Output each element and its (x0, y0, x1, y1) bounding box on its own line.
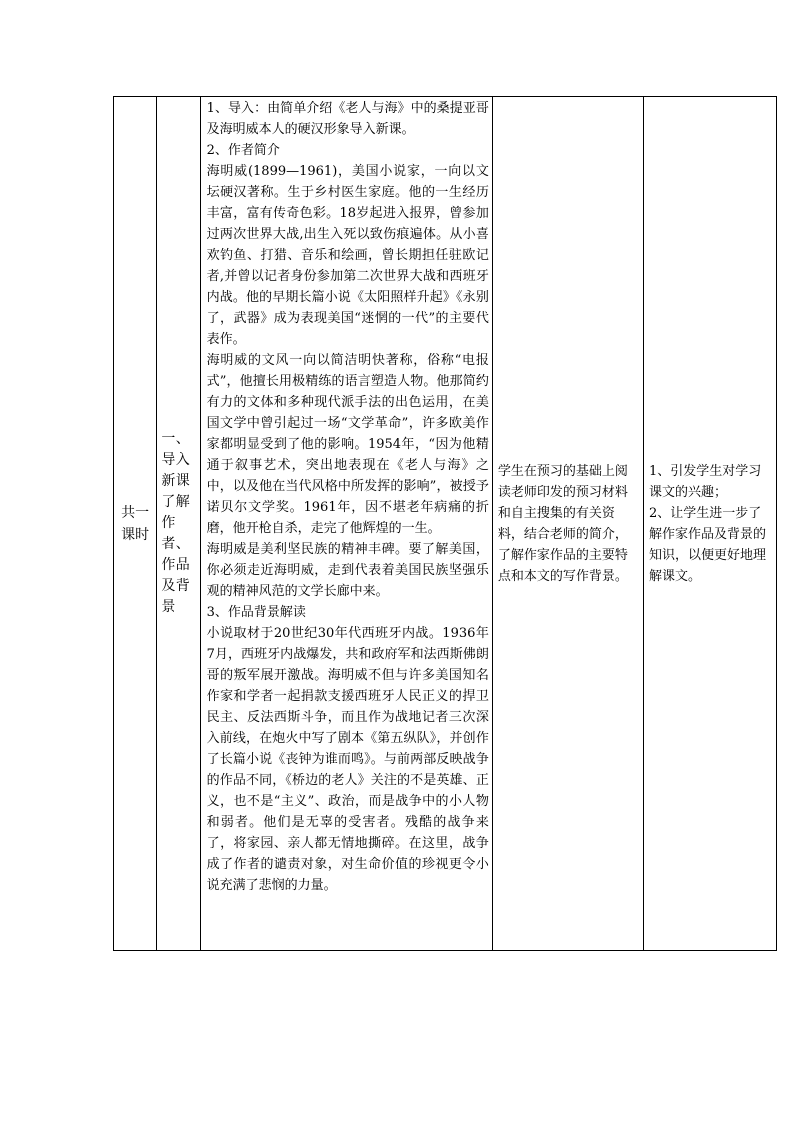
student-activity: 学生在预习的基础上阅读老师印发的预习材料和自主搜集的有关资料，结合老师的简介，了解作家作品的主要特点和本文的写作背景。 (497, 463, 628, 584)
teaching-content-cell (200, 97, 492, 951)
period-label: 共一课时 (121, 504, 150, 543)
content-heading-author: 2、作者简介 (206, 143, 280, 158)
step-cell (157, 97, 200, 951)
step-label: 一、导入新课了解作者、作品及背景 (161, 431, 191, 615)
content-paragraph-background: 小说取材于20世纪30年代西班牙内战。1936年7月，西班牙内战爆发，共和政府军和法西斯佛朗哥的叛军展开激战。海明威不但与许多美国知名作家和学者一起捐款支援西班牙人民正义的捍卫民主、反法西斯斗争，而且作为战地记者三次深入前线，在炮火中写了剧本《第五纵队》，并创作了长篇小说《丧钟为谁而鸣》。与前两部反映战争的作品不同，《桥边的老人》关注的不是英雄、正义，也不是“主义”、政治，而是战争中的小人物和弱者。他们是无辜的受害者。残酷的战争来了，将家园、亲人都无情地撕碎。在这里，战争成了作者的谴责对象，对生命价值的珍视更令小说充满了悲悯的力量。 (206, 626, 489, 893)
design-intent (644, 461, 776, 587)
content-heading-background: 3、作品背景解读 (206, 605, 306, 620)
period-cell (114, 97, 157, 951)
teaching-content (201, 97, 492, 896)
design-intent-item: 2、让学生进一步了解作家作品及背景的知识，以便更好地理解课文。 (648, 505, 766, 584)
lesson-plan-table (113, 96, 777, 951)
content-paragraph-author-bio: 海明威(1899—1961)，美国小说家，一向以文坛硬汉著称。生于乡村医生家庭。他的一生经历丰富，富有传奇色彩。18岁起进入报界，曾参加过两次世界大战,出生入死以致伤痕遍体。从小喜欢钓鱼、打猎、音乐和绘画，曾长期担任驻欧记者,并曾以记者身份参加第二次世界大战和西班牙内战。他的早期长篇小说《太阳照样升起》《永别了，武器》成为表现美国“迷惘的一代”的主要代表作。 (206, 164, 489, 347)
table-row (114, 97, 777, 951)
content-paragraph-intro: 1、导入：由简单介绍《老人与海》中的桑提亚哥及海明威本人的硬汉形象导入新课。 (206, 101, 489, 137)
design-intent-cell (643, 97, 776, 951)
design-intent-item: 1、引发学生对学习课文的兴趣； (648, 463, 762, 500)
content-paragraph-author-legacy: 海明威是美利坚民族的精神丰碑。要了解美国，你必须走近海明威，走到代表着美国民族坚强乐观的精神风范的文学长廊中来。 (206, 542, 489, 599)
content-paragraph-author-style: 海明威的文风一向以简洁明快著称，俗称“电报式”，他擅长用极精练的语言塑造人物。他那简约有力的文体和多种现代派手法的出色运用，在美国文学中曾引起过一场“文学革命”，许多欧美作家都明显受到了他的影响。1954年，“因为他精通于叙事艺术，突出地表现在《老人与海》之中，以及他在当代风格中所发挥的影响”，被授予诺贝尔文学奖。1961年，因不堪老年病痛的折磨，他开枪自杀，走完了他辉煌的一生。 (206, 353, 489, 536)
student-activity-cell (492, 97, 643, 951)
